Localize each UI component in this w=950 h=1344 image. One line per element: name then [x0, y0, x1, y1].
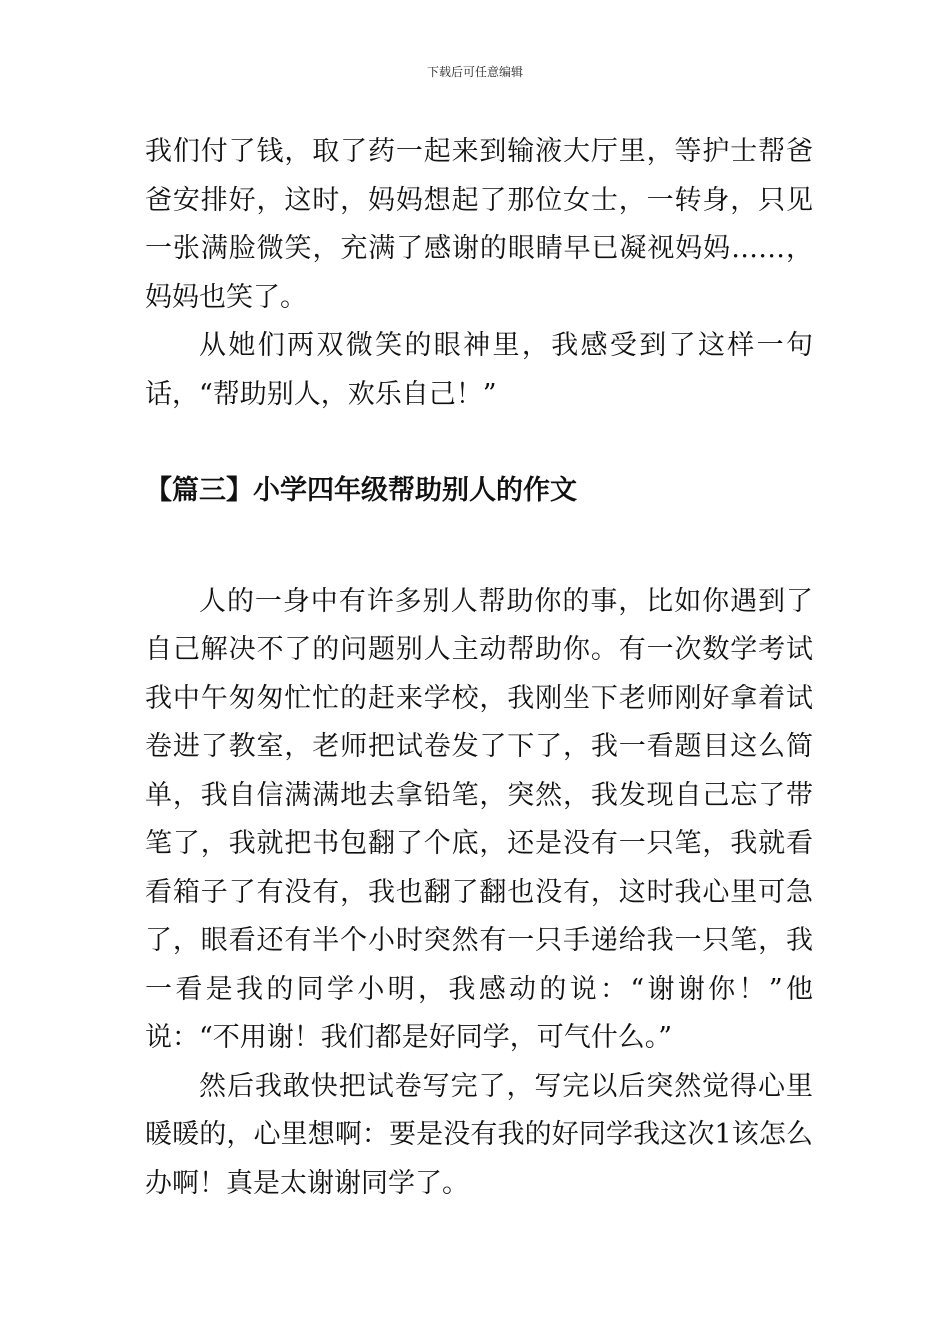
section-spacer: [145, 419, 813, 467]
paragraph-finished-exam: 然后我敢快把试卷写完了，写完以后突然觉得心里暖暖的，心里想啊：要是没有我的好同学我这次1该怎么办啊！真是太谢谢同学了。: [145, 1070, 813, 1199]
section-spacer: [145, 516, 813, 578]
paragraph-smiling-eyes: 从她们两双微笑的眼神里，我感受到了这样一句话，“帮助别人，欢乐自己！”: [145, 330, 813, 410]
paragraph-exam-forgot-pen: 人的一身中有许多别人帮助你的事，比如你遇到了自己解决不了的问题别人主动帮助你。有一次数学考试我中午匆匆忙忙的赶来学校，我刚坐下老师刚好拿着试卷进了教室，老师把试卷发了下了，我一看题目这么简单，我自信满满地去拿铅笔，突然，我发现自己忘了带笔了，我就把书包翻了个底，还是没有一只笔，我就看看箱子了有没有，我也翻了翻也没有，这时我心里可急了，眼看还有半个小时突然有一只手递给我一只笔，我一看是我的同学小明，我感动的说：“谢谢你！”他说：“不用谢！我们都是好同学，可气什么。”: [145, 585, 813, 1053]
article-body: [145, 128, 813, 1208]
section-heading: 【篇三】小学四年级帮助别人的作文: [145, 475, 577, 506]
header-note: 下载后可任意编辑: [426, 65, 523, 79]
paragraph-payment-infusion-hall: 我们付了钱，取了药一起来到输液大厅里，等护士帮爸爸安排好，这时，妈妈想起了那位女士，一转身，只见一张满脸微笑，充满了感谢的眼睛早已凝视妈妈……，妈妈也笑了。: [145, 136, 813, 313]
